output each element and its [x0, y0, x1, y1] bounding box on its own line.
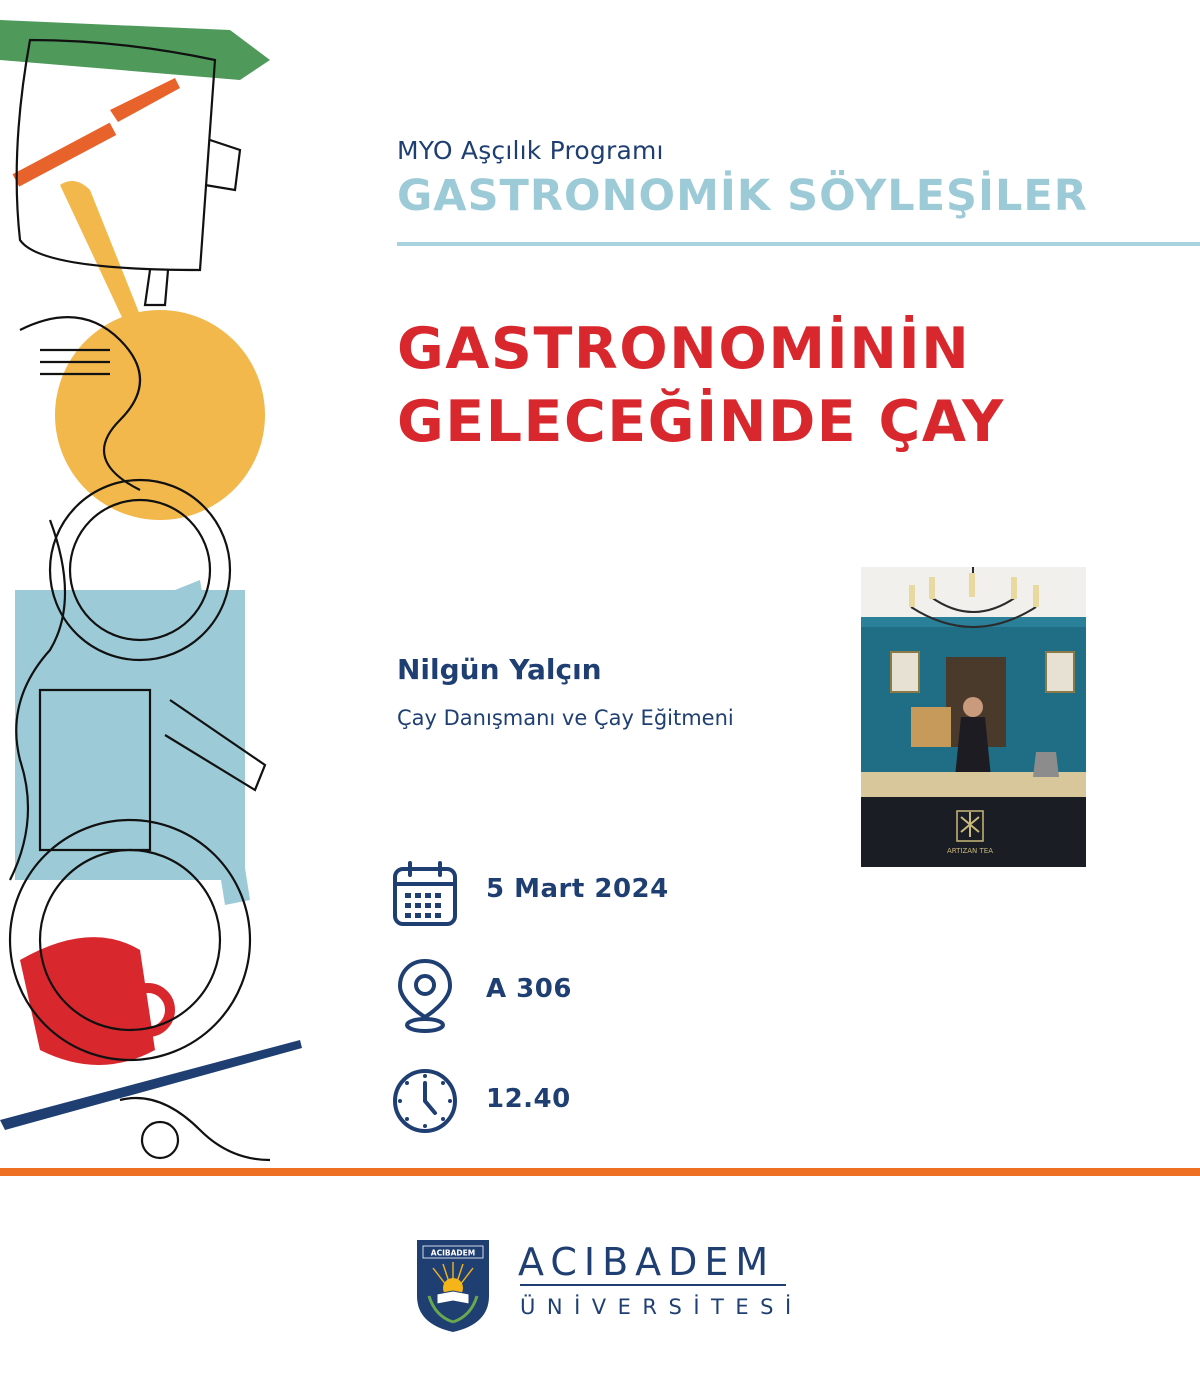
footer-divider — [0, 1168, 1200, 1176]
event-room: A 306 — [486, 974, 572, 1004]
speaker-photo — [861, 567, 1086, 867]
event-title — [397, 313, 1005, 459]
university-subtitle: ÜNİVERSİTESİ — [520, 1295, 803, 1319]
clock-icon — [390, 1066, 460, 1136]
university-crest-icon — [413, 1236, 493, 1334]
university-name: ACIBADEM — [518, 1240, 776, 1284]
kitchen-illustration — [0, 0, 320, 1170]
program-name: MYO Aşçılık Programı — [397, 136, 664, 165]
calendar-icon — [390, 859, 460, 929]
header-divider — [397, 242, 1200, 246]
photo-banner-text: ARTIZAN TEA — [946, 847, 994, 855]
crest-text: ACIBADEM — [430, 1248, 476, 1258]
location-pin-icon — [390, 955, 460, 1035]
speaker-role: Çay Danışmanı ve Çay Eğitmeni — [397, 706, 734, 730]
event-time: 12.40 — [486, 1084, 571, 1114]
event-date: 5 Mart 2024 — [486, 874, 669, 904]
logo-divider — [520, 1284, 786, 1286]
series-title: GASTRONOMİK SÖYLEŞİLER — [397, 171, 1088, 221]
event-title-line-2: GELECEĞİNDE ÇAY — [397, 389, 1005, 455]
speaker-name: Nilgün Yalçın — [397, 653, 602, 686]
event-title-line-1: GASTRONOMİNİN — [397, 316, 971, 382]
